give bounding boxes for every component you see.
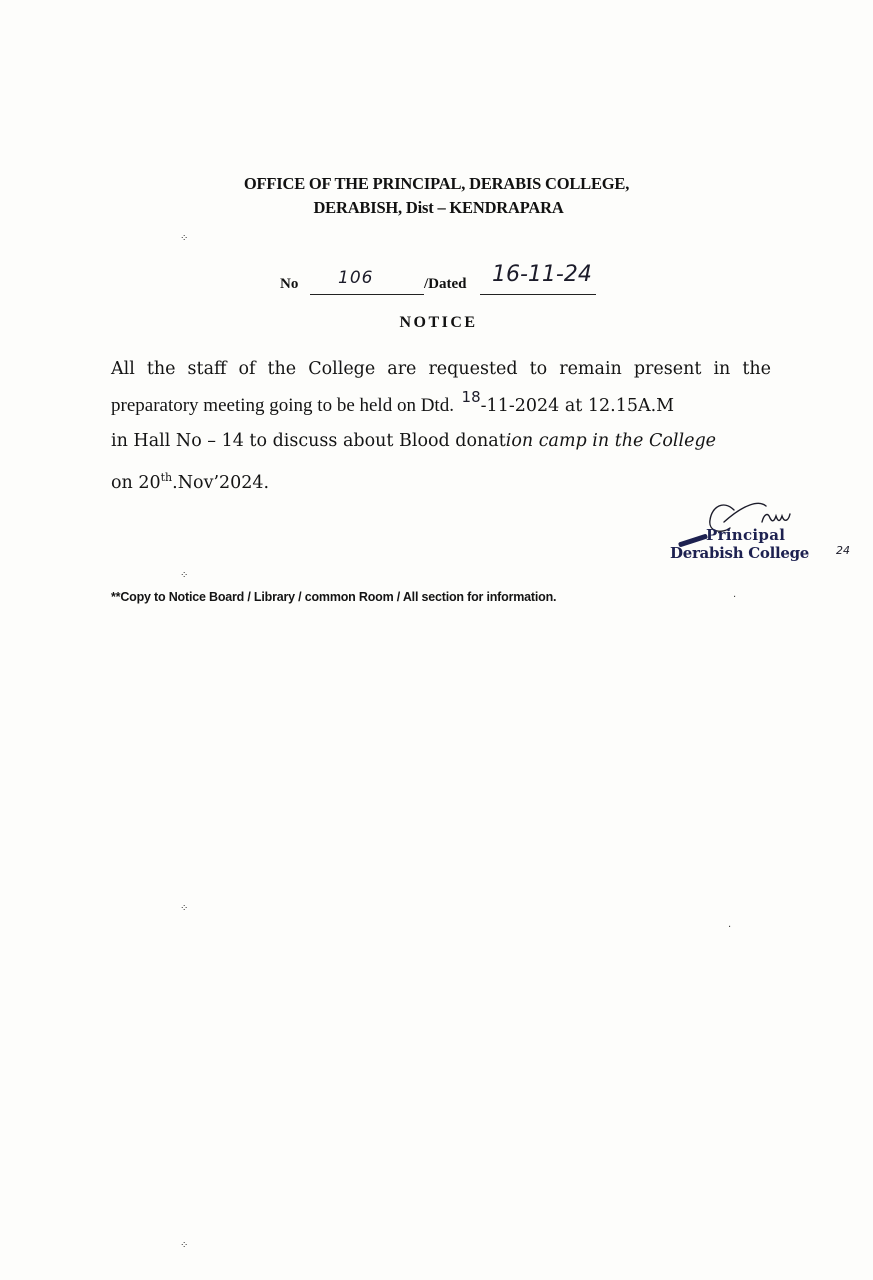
reference-dated-label: /Dated [424, 276, 467, 292]
copy-to-note: **Copy to Notice Board / Library / common Room / All section for information. [111, 590, 557, 604]
reference-no-value: 106 [338, 268, 374, 288]
event-date-suffix: .Nov’2024. [172, 472, 270, 493]
office-header [0, 172, 873, 220]
notice-body [111, 352, 771, 501]
handwritten-meeting-day: 18 [461, 387, 481, 406]
reference-dated-value: 16-11-24 [492, 262, 592, 287]
scan-speck: ⁘ [180, 233, 189, 244]
reference-dated-underline [480, 294, 596, 295]
meeting-date-time: -11-2024 at 12.15A.M [480, 395, 675, 416]
stamp-title: Principal [706, 526, 786, 544]
event-date-prefix: on 20 [111, 472, 161, 493]
notice-body-line-3 [111, 424, 771, 460]
scan-speck: · [728, 922, 732, 933]
stamp-college: Derabish College [670, 544, 810, 562]
scan-speck: ⁘ [180, 903, 189, 914]
header-line-2: DERABISH, Dist – KENDRAPARA [313, 198, 564, 217]
notice-body-line-1: All the staff of the College are requested to remain present in the [111, 359, 771, 379]
signature-initials: 24 [836, 544, 850, 557]
scan-speck: ⁘ [180, 1240, 189, 1251]
scan-speck: · [733, 592, 737, 603]
notice-body-line-2 [111, 388, 771, 425]
camp-text: ion camp in the College [505, 431, 716, 451]
event-date-ordinal: th [160, 470, 173, 484]
principal-signature-stamp [668, 498, 858, 593]
header-line-1: OFFICE OF THE PRINCIPAL, DERABIS COLLEGE, [243, 174, 630, 193]
notice-title: NOTICE [399, 314, 478, 331]
scan-speck: ⁘ [180, 570, 189, 581]
reference-no-underline [310, 294, 424, 295]
hall-text: in Hall No – 14 to discuss about Blood donat [111, 431, 506, 451]
reference-no-label: No [280, 276, 299, 292]
meeting-prefix: preparatory meeting going to be held on Dtd. [111, 394, 454, 416]
notice-body-line-4 [111, 460, 771, 501]
